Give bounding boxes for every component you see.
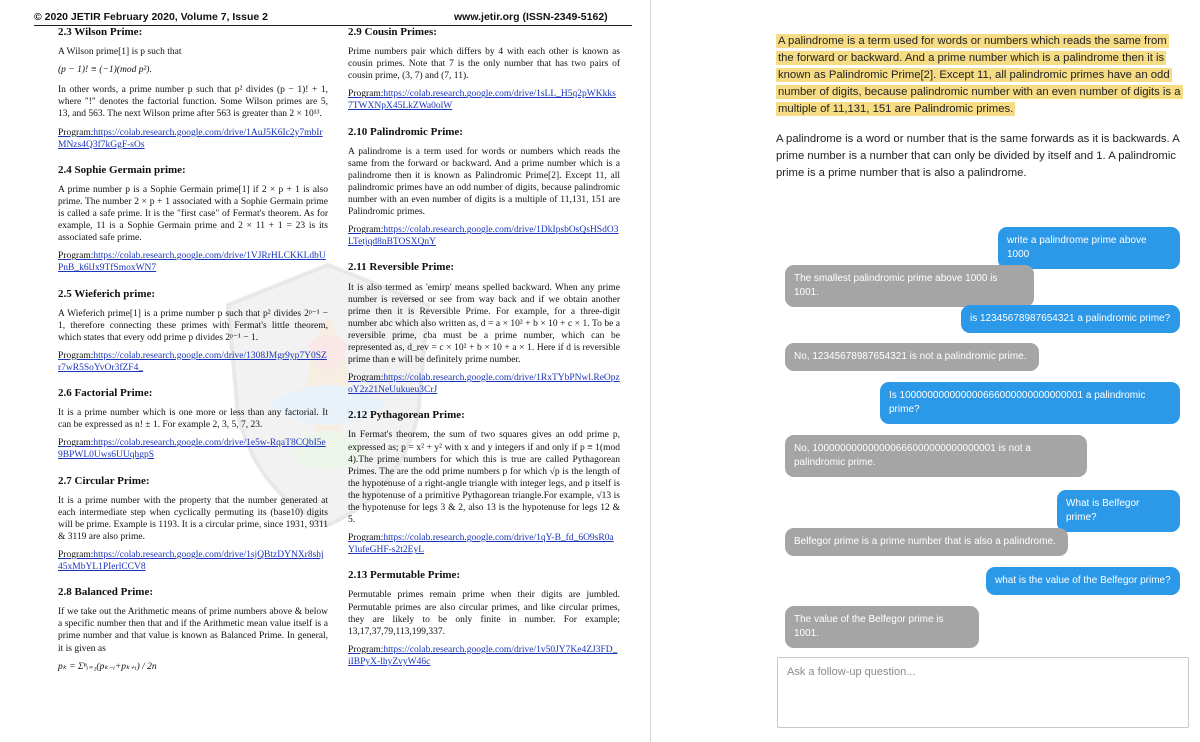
link-url: https://colab.research.google.com/drive/1VJRrHLCKKLdbUPnB_k6lJx9TfSmoxWN7	[58, 251, 326, 274]
paragraph: It is a prime number which is one more or less than any factorial. It can be expressed as n! ± 1. For example 2, 3, 5, 7, 23.	[58, 408, 328, 431]
link-url: https://colab.research.google.com/drive/1RxTYbPNwl.ReOpzoY2z21NeUukueu3CrJ	[348, 373, 620, 396]
link-label: Program:	[348, 373, 384, 384]
paragraph: It is a prime number with the property that the number generated at each intermediate step when cyclically permuting its (base10) digits will be prime. Example is 1193. It is a circular prime, since 1931, 9311 & 3119 are also prime.	[58, 495, 328, 542]
highlighted-text: A palindrome is a term used for words or numbers which reads the same from the forward or backward. And a prime number which is a palindrome then it is known as Palindromic Prime[2]. Except 11, all palindromic primes have an odd number of digits, because palindromic number with an even number of digits is a multiple of 11,131, 151 are Palindromic primes.	[778, 35, 1181, 115]
program-link[interactable]	[58, 549, 328, 573]
section-sophie-germain-prime	[58, 164, 328, 275]
section-balanced-prime	[58, 586, 328, 673]
link-label: Program:	[58, 550, 94, 560]
link-label: Program:	[348, 533, 384, 544]
paragraph: In Fermat's theorem, the sum of two squares gives an odd prime p, expressed as; p = x² + y² with x and y integers if and only if p ≡ 1(mod 4).The prime numbers for which this is true are called Pythagorean Primes. The are the odd prime numbers p for which √p is the length of the hypotenuse of a right-angle triangle with integer legs, and p itself is the hypotenuse of a primitive Pythagorean triangle.For example, √13 is the hypotenuse for legs 3 & 2, also 13 is the hypotenuse for legs 12 & 5.	[348, 430, 620, 526]
section-title: 2.13 Permutable Prime:	[348, 569, 461, 582]
link-url: https://colab.research.google.com/drive/1sLL_H5q2pWKkks7TWXNpX45LkZWa0olW	[348, 89, 616, 112]
link-url: https://colab.research.google.com/drive/1DkIpsbOsQsHSdO3LTetjqd8nBTOSXQnY	[348, 225, 619, 248]
paragraph: If we take out the Arithmetic means of prime numbers above & below a specific number then that and if the Arithmetic mean value itself is a prime number and that value is known as Balanced Prime. In general, it is given as	[58, 607, 328, 654]
section-title: 2.10 Palindromic Prime:	[348, 125, 463, 138]
user-message: write a palindrome prime above 1000	[998, 227, 1180, 269]
user-message: Is 100000000000000666000000000000001 a palindromic prime?	[880, 382, 1180, 424]
program-link[interactable]	[348, 372, 620, 396]
section-title: 2.6 Factorial Prime:	[58, 387, 153, 400]
section-palindromic-prime	[348, 126, 620, 249]
formula: pₖ = Σⁿᵢ₌₁(pₖ₋ᵢ+pₖ₊ᵢ) / 2n	[58, 661, 157, 672]
link-label: Program:	[348, 89, 384, 100]
user-message: is 12345678987654321 a palindromic prime?	[961, 305, 1180, 333]
link-url: https://colab.research.google.com/drive/1e5w-RqaT8CQbI5e9BPWL0Uws6UUqhgpS	[58, 438, 326, 461]
formula: (p − 1)! ≡ (−1)(mod p²).	[58, 65, 152, 76]
right-text-column	[348, 26, 620, 681]
document-page	[28, 0, 632, 742]
page-header	[34, 10, 632, 26]
assistant-explanation: A palindrome is a word or number that is the same forwards as it is backwards. A prime number is a number that can only be divided by itself and 1. A palindromic prime is a prime number that is also a palindrome.	[776, 133, 1180, 179]
section-title: 2.7 Circular Prime:	[58, 474, 150, 487]
section-reversible-prime	[348, 261, 620, 396]
section-pythagorean-prime	[348, 409, 620, 556]
follow-up-question-input[interactable]	[777, 657, 1189, 728]
section-title: 2.3 Wilson Prime:	[58, 26, 143, 38]
assistant-message: The value of the Belfegor prime is 1001.	[785, 606, 979, 648]
link-label: Program:	[58, 438, 94, 449]
user-message: what is the value of the Belfegor prime?	[986, 567, 1180, 595]
paragraph: Permutable primes remain prime when their digits are jumbled. Permutable primes are also circular primes, and like circular primes, they are likely to be only finite in number. For example; 13,17,37,79,113,199,337.	[348, 590, 620, 637]
link-url: https://colab.research.google.com/drive/1v50JY7Ke4ZJ3FD_iIBPyX-lhyZvyW46c	[348, 644, 618, 667]
section-wilson-prime	[58, 26, 328, 151]
link-url: https://colab.research.google.com/drive/1sjQBtzDYNXr8shj45xMbYL1PIerlCCV8	[58, 550, 324, 573]
journal-info: © 2020 JETIR February 2020, Volume 7, Issue 2	[34, 11, 268, 23]
program-link[interactable]	[58, 127, 328, 151]
section-title: 2.9 Cousin Primes:	[348, 26, 437, 38]
section-factorial-prime	[58, 387, 328, 461]
section-title: 2.4 Sophie Germain prime:	[58, 163, 186, 176]
program-link[interactable]	[58, 437, 328, 461]
section-wieferich-prime	[58, 288, 328, 375]
section-title: 2.12 Pythagorean Prime:	[348, 409, 465, 422]
paragraph: It is also termed as 'emirp' means spelled backward. When any prime number is reversed or see from way back and if we obtain another prime then it is Reversible Prime. For example, for a three-digit number abc which also written as, d = a × 10² + b × 10 + c × 1. To be a reversible prime, cba must be a prime number, which can be represented as, d_rev = c × 10² + b × 10 + a × 1. Here if d is reversible prime than e will be definitely prime number.	[348, 282, 620, 366]
link-label: Program:	[348, 225, 384, 236]
program-link[interactable]	[58, 350, 328, 374]
left-text-column	[58, 26, 328, 686]
paragraph: A palindrome is a term used for words or numbers which reads the same from the forward or backward. And a prime number which is a palindrome then it is known as Palindromic Prime[2]. Except 11, all palindromic primes have an odd number of digits, because palindromic number with an even number of digits is a multiple of 11,131, 151 are Palindromic primes.	[348, 146, 620, 218]
program-link[interactable]	[348, 532, 620, 556]
assistant-message: Belfegor prime is a prime number that is also a palindrome.	[785, 528, 1068, 556]
section-title: 2.8 Balanced Prime:	[58, 586, 154, 599]
assistant-message: The smallest palindromic prime above 1000 is 1001.	[785, 265, 1034, 307]
program-link[interactable]	[348, 88, 620, 112]
chat-panel	[651, 0, 1200, 742]
section-circular-prime	[58, 475, 328, 574]
program-link[interactable]	[348, 644, 620, 668]
program-link[interactable]	[348, 224, 620, 248]
paragraph: In other words, a prime number p such that p² divides (p − 1)! + 1, where "!" denotes the factorial function. Some Wilson primes are 5, 13, and 563. The next Wilson prime after 563 is greater than 2 × 10¹³.	[58, 85, 328, 120]
section-title: 2.5 Wieferich prime:	[58, 287, 156, 300]
selected-text-quote	[776, 33, 1184, 118]
user-message: What is Belfegor prime?	[1057, 490, 1180, 532]
link-label: Program:	[58, 350, 94, 361]
paragraph: Prime numbers pair which differs by 4 with each other is known as cousin primes. Note that 7 is the only number that has two pairs of cousin prime, (3, 7) and (7, 11).	[348, 47, 620, 82]
assistant-message: No, 100000000000000666000000000000001 is not a palindromic prime.	[785, 435, 1087, 477]
link-label: Program:	[58, 127, 94, 138]
link-label: Program:	[348, 644, 384, 655]
journal-website: www.jetir.org (ISSN-2349-5162)	[454, 11, 608, 23]
paragraph: A Wieferich prime[1] is a prime number p such that p² divides 2ᵖ⁻¹ − 1, therefore connecting these primes with Fermat's little theorem, which states that every odd prime p divides 2ᵖ⁻¹ − 1.	[58, 308, 328, 343]
paragraph: A Wilson prime[1] is p such that	[58, 47, 182, 58]
link-label: Program:	[58, 251, 94, 262]
section-cousin-primes	[348, 26, 620, 113]
section-permutable-prime	[348, 569, 620, 668]
section-title: 2.11 Reversible Prime:	[348, 261, 454, 274]
paragraph: A prime number p is a Sophie Germain prime[1] if 2 × p + 1 is also prime. The number 2 × p + 1 associated with a Sophie Germain prime is called a safe prime. It is the "first case" of Fermat's theorem. As for example, 11 is a Sophie Germain prime and 2 × 11 + 1 = 23 is its associated safe prime.	[58, 184, 328, 244]
link-url: https://colab.research.google.com/drive/1qY-B_fd_6O9sR0aYlufeGHF-s2t2EyL	[348, 533, 614, 556]
link-url: https://colab.research.google.com/drive/1308JMgr9yp7Y0SZr7wR5SoYvOr3fZF4_	[58, 350, 327, 373]
assistant-message: No, 12345678987654321 is not a palindromic prime.	[785, 343, 1039, 371]
link-url: https://colab.research.google.com/drive/1AuJ5K6Ic2y7mbIrMNzs4Q3f7kGgF-sOs	[58, 127, 323, 150]
program-link[interactable]	[58, 250, 328, 274]
